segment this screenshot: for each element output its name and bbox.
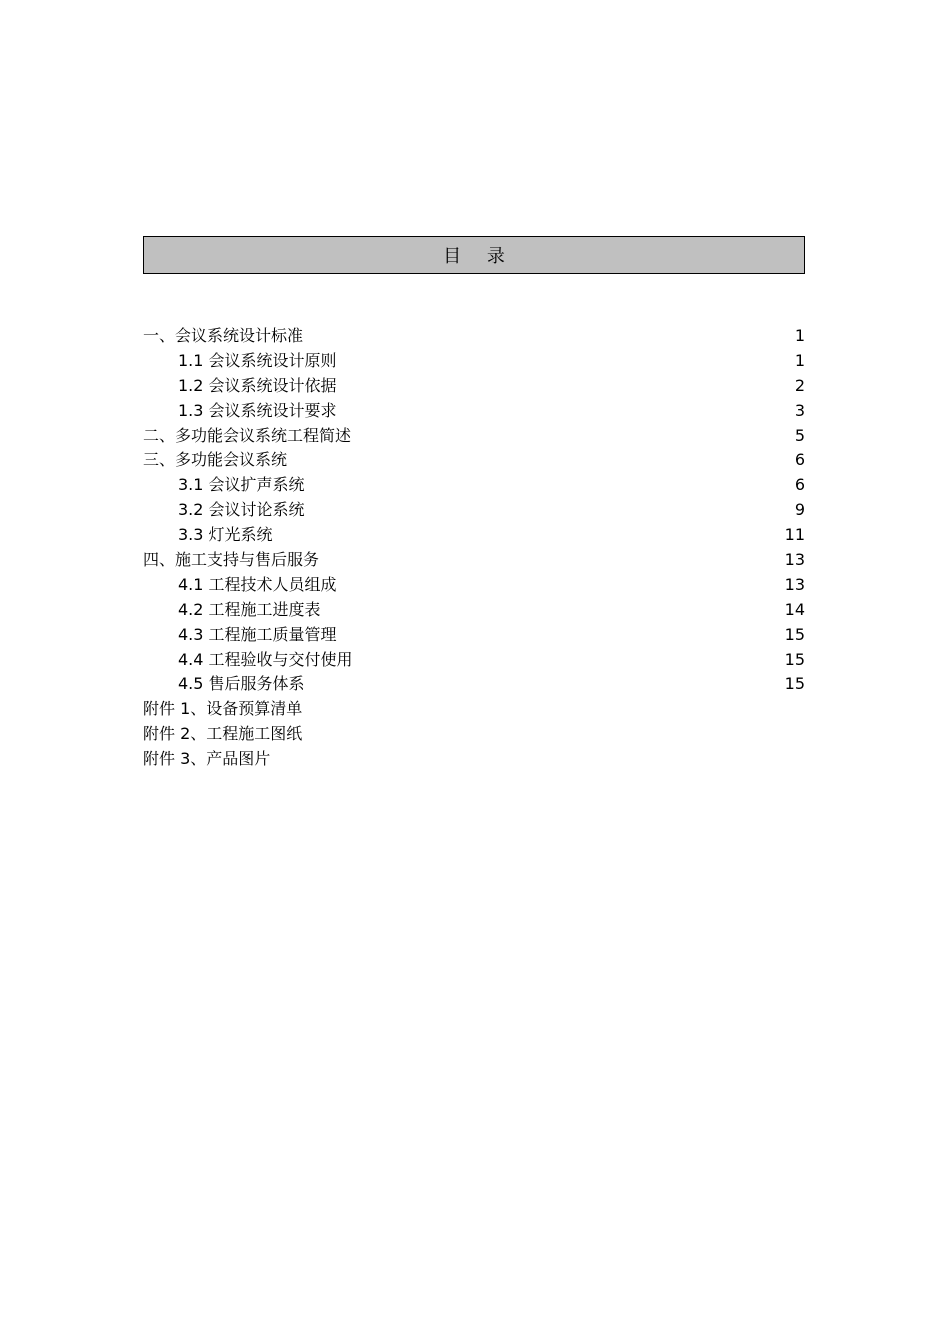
toc-entry-page: 6: [794, 450, 805, 470]
toc-entry-text: 3.2 会议讨论系统: [178, 500, 305, 520]
toc-entry-text: 三、多功能会议系统: [143, 450, 288, 470]
toc-entry-text: 1.3 会议系统设计要求: [178, 400, 337, 420]
toc-entry[interactable]: [143, 697, 805, 722]
toc-entry-page: [775, 747, 805, 772]
toc-entry[interactable]: [143, 598, 805, 623]
toc-entry[interactable]: [143, 747, 805, 772]
toc-entry-text: 一、会议系统设计标准: [143, 326, 304, 345]
toc-entry-page: 2: [794, 375, 805, 395]
toc-entry[interactable]: [143, 424, 805, 449]
toc-entry-page: 15: [784, 649, 805, 669]
toc-entry[interactable]: [143, 374, 805, 399]
toc-title: 目 录: [443, 246, 515, 267]
toc-entry[interactable]: [143, 523, 805, 548]
toc-entry[interactable]: [143, 324, 805, 349]
toc-entry[interactable]: [143, 473, 805, 498]
toc-entry-page: 6: [794, 475, 805, 495]
toc-entry-text: 附件 2、工程施工图纸: [143, 724, 303, 744]
toc-entry-text: 4.5 售后服务体系: [178, 674, 305, 694]
toc-entry-text: 3.3 灯光系统: [178, 525, 273, 545]
toc-header-bar: [143, 236, 805, 274]
toc-entry-page: 14: [784, 599, 805, 619]
toc-entry-text: 4.3 工程施工质量管理: [178, 624, 337, 644]
toc-entry-page: [775, 722, 805, 747]
toc-entry-text: 四、施工支持与售后服务: [143, 550, 320, 570]
toc-entry[interactable]: [143, 648, 805, 673]
toc-entry[interactable]: [143, 722, 805, 747]
toc-entry[interactable]: [143, 573, 805, 598]
toc-entry-page: 5: [794, 425, 805, 445]
toc-entry-page: 13: [784, 574, 805, 594]
toc-entry-page: 11: [784, 525, 805, 545]
toc-entry-page: 3: [794, 400, 805, 420]
toc-entry-page: 1: [794, 326, 805, 345]
toc-entry[interactable]: [143, 498, 805, 523]
toc-entry-page: 15: [784, 674, 805, 694]
toc-entry-text: 二、多功能会议系统工程简述: [143, 425, 352, 445]
toc-entry-text: 1.1 会议系统设计原则: [178, 350, 337, 370]
toc-entry-text: 1.2 会议系统设计依据: [178, 375, 337, 395]
toc-entry[interactable]: [143, 623, 805, 648]
toc-entry-page: 15: [784, 624, 805, 644]
toc-entry-text: 4.1 工程技术人员组成: [178, 574, 337, 594]
toc-entry-page: 9: [794, 500, 805, 520]
toc-entry[interactable]: [143, 448, 805, 473]
toc-list: [143, 324, 805, 772]
toc-entry-page: [775, 697, 805, 722]
toc-entry-text: 3.1 会议扩声系统: [178, 475, 305, 495]
toc-entry-text: 附件 3、产品图片: [143, 749, 271, 769]
toc-entry-text: 4.4 工程验收与交付使用: [178, 649, 353, 669]
toc-entry-page: 13: [784, 550, 805, 570]
toc-entry[interactable]: [143, 548, 805, 573]
toc-entry[interactable]: [143, 399, 805, 424]
toc-entry[interactable]: [143, 349, 805, 374]
toc-entry-text: 附件 1、设备预算清单: [143, 699, 303, 719]
toc-entry-text: 4.2 工程施工进度表: [178, 599, 321, 619]
toc-entry-page: 1: [794, 350, 805, 370]
toc-entry[interactable]: [143, 672, 805, 697]
